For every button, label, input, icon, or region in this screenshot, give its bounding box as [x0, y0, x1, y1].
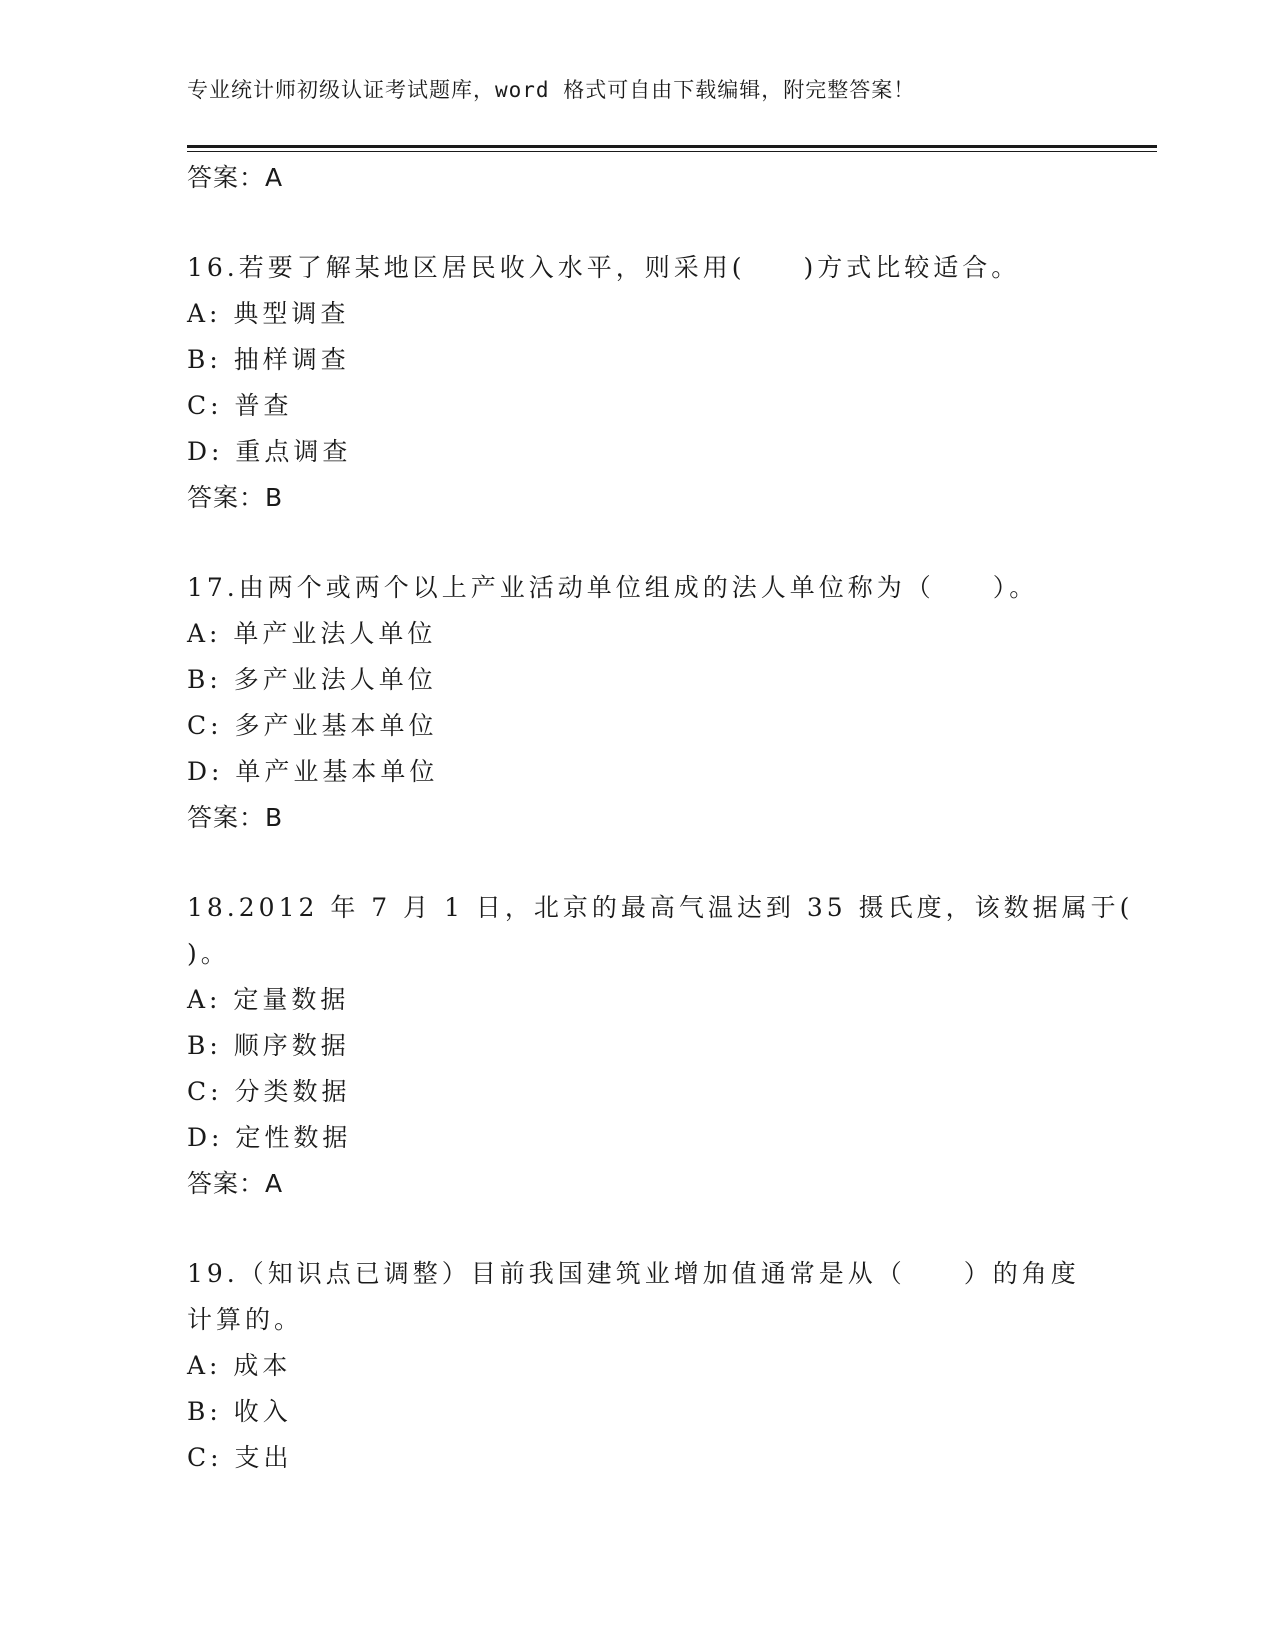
question-19-stem: 19.（知识点已调整）目前我国建筑业增加值通常是从（ ）的角度 [187, 1259, 1080, 1288]
question-16-stem: 16.若要了解某地区居民收入水平，则采用( )方式比较适合。 [187, 253, 1021, 282]
question-18-option-b: B: 顺序数据 [187, 1031, 350, 1060]
question-17-option-c: C: 多产业基本单位 [187, 711, 438, 740]
question-18-option-a: A: 定量数据 [187, 985, 350, 1014]
question-17-option-a: A: 单产业法人单位 [187, 619, 437, 648]
previous-answer: 答案：A [187, 163, 284, 192]
question-18-stem: 18.2012 年 7 月 1 日，北京的最高气温达到 35 摄氏度，该数据属于( [187, 893, 1134, 922]
question-19-option-a: A: 成本 [187, 1351, 292, 1380]
question-18-stem-continuation: )。 [187, 939, 230, 968]
question-16-option-a: A: 典型调查 [187, 299, 350, 328]
question-16-answer: 答案：B [187, 483, 284, 512]
question-18-option-c: C: 分类数据 [187, 1077, 351, 1106]
question-16-option-c: C: 普查 [187, 391, 293, 420]
question-18-answer: 答案：A [187, 1169, 284, 1198]
question-19-option-c: C: 支出 [187, 1443, 293, 1472]
question-18-option-d: D: 定性数据 [187, 1123, 352, 1152]
question-17-answer: 答案：B [187, 803, 284, 832]
header-rule-thick [187, 145, 1157, 148]
question-19-option-b: B: 收入 [187, 1397, 292, 1426]
question-16-option-b: B: 抽样调查 [187, 345, 350, 374]
header-rule-thin [187, 151, 1157, 152]
question-list [187, 155, 1134, 1481]
question-19-stem-continuation: 计算的。 [187, 1305, 304, 1334]
question-17-option-d: D: 单产业基本单位 [187, 757, 439, 786]
question-17-stem: 17.由两个或两个以上产业活动单位组成的法人单位称为（ ）。 [187, 573, 1039, 602]
page-header: 专业统计师初级认证考试题库，word 格式可自由下载编辑，附完整答案！ [187, 78, 916, 102]
question-17-option-b: B: 多产业法人单位 [187, 665, 437, 694]
question-16-option-d: D: 重点调查 [187, 437, 352, 466]
